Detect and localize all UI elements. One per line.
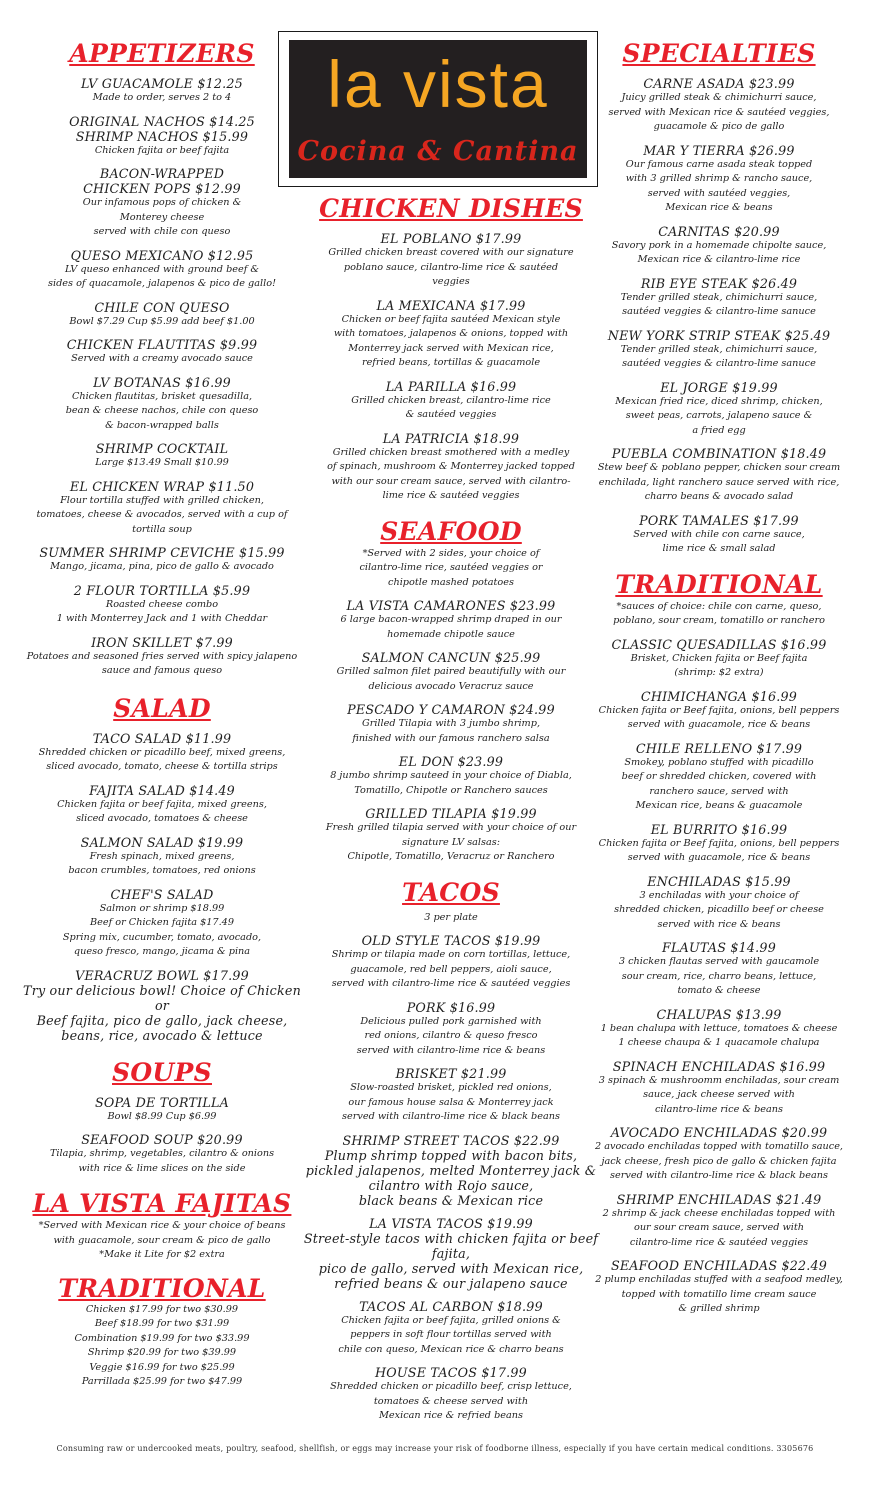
menu-item-description: Flour tortilla stuffed with grilled chicken, [60, 494, 264, 506]
menu-item-name: CHILE CON QUESO [94, 299, 230, 315]
menu-item-description: Fresh spinach, mixed greens, [89, 850, 235, 862]
menu-item-description: sautéed veggies & cilantro-lime sanuce [622, 306, 816, 317]
menu-item [22, 375, 302, 434]
menu-item [22, 248, 302, 292]
menu-item-name: LA VISTA CAMARONES $23.99 [346, 598, 556, 613]
menu-item-description: homemade chipotle sauce [387, 628, 515, 640]
menu-item-name: SALMON CANCUN $25.99 [361, 650, 541, 665]
menu-item-description: LV queso enhanced with ground beef & [64, 263, 260, 275]
menu-item-description: sides of quacamole, jalapenos & pico de gallo! [48, 278, 276, 289]
menu-item-description: Mango, jicama, pina, pico de gallo & avocado [50, 561, 274, 572]
menu-item-description: our sour cream sauce, served with [633, 1222, 804, 1233]
menu-item-name: AVOCADO ENCHILADAS $20.99 [610, 1125, 828, 1140]
menu-item-description: served with guacamole, rice & beans [627, 719, 811, 730]
menu-item-name: CHEF'S SALAD [110, 886, 214, 902]
menu-item [303, 1216, 599, 1291]
menu-item-description: Chicken fajita or Beef fajita, onions, bell peppers [598, 837, 840, 849]
menu-item [22, 887, 302, 960]
menu-item-name: MAR Y TIERRA $26.99 [643, 142, 795, 158]
menu-item-name: BRISKET $21.99 [395, 1066, 507, 1081]
menu-item-description: Made to order, serves 2 to 4 [92, 92, 232, 103]
fajitas-section [22, 1190, 302, 1263]
menu-item-description: Monterey cheese [119, 211, 205, 223]
menu-item-description: beef or shredded chicken, covered with [621, 771, 817, 782]
menu-item-description: Beef or Chicken fajita $17.49 [90, 917, 234, 928]
menu-item-description: chile con queso, Mexican rice & charro beans [338, 1343, 564, 1355]
menu-item-description: bean & cheese nachos, chile con queso [65, 405, 259, 416]
menu-item [22, 635, 302, 679]
menu-item [303, 1066, 599, 1125]
menu-item-description: Monterrey jack served with Mexican rice, [348, 342, 554, 354]
menu-item-description: of spinach, mushroom & Monterrey jacked topped [327, 461, 575, 472]
menu-item-name-line: Try our delicious bowl! Choice of Chicken or [23, 982, 301, 1013]
menu-item-name: LA VISTA TACOS $19.99 [369, 1215, 533, 1231]
menu-item [303, 702, 599, 746]
menu-item-description: Chicken flautitas, brisket quesadilla, [71, 390, 253, 402]
menu-item-name: CLASSIC QUESADILLAS $16.99 [611, 636, 827, 652]
menu-item-description: 6 large bacon-wrapped shrimp draped in our [340, 614, 562, 625]
traditional-price-line: Veggie $16.99 for two $25.99 [89, 1361, 235, 1373]
menu-item-name: SUMMER SHRIMP CEVICHE $15.99 [39, 545, 285, 560]
menu-item-name-line: Street-style tacos with chicken fajita or beef fajita, [303, 1230, 599, 1261]
menu-item-name-line: black beans & Mexican rice [358, 1192, 544, 1208]
menu-item-description: Shredded chicken or picadillo beef, crisp lettuce, [330, 1381, 572, 1392]
menu-item-description: Tomatillo, Chipotle or Ranchero sauces [354, 784, 548, 796]
menu-item-name: QUESO MEXICANO $12.95 [70, 247, 254, 263]
menu-item-description: Spring mix, cucumber, tomato, avocado, [62, 931, 262, 943]
menu-item-description: with 3 grilled shrimp & rancho sauce, [625, 173, 813, 184]
menu-item-name: SEAFOOD ENCHILADAS $22.49 [610, 1258, 828, 1273]
traditional-prices-section [22, 1275, 302, 1390]
menu-item-description: red onions, cilantro & queso fresco [364, 1030, 538, 1041]
menu-item-name-line: Plump shrimp topped with bacon bits, [324, 1147, 578, 1163]
menu-item [586, 1007, 852, 1051]
menu-item [586, 446, 852, 505]
menu-item [22, 337, 302, 367]
menu-item-name: CHIMICHANGA $16.99 [640, 688, 798, 704]
menu-item-description: Grilled Tilapia with 3 jumbo shrimp, [361, 718, 541, 729]
menu-item-description: sour cream, rice, charro beans, lettuce, [621, 970, 817, 982]
menu-item-description: & grilled shrimp [678, 1303, 760, 1314]
menu-item-name: FAJITA SALAD $14.49 [89, 782, 235, 798]
logo [278, 31, 598, 187]
menu-item-description: Tender grilled steak, chimichurri sauce, [620, 343, 818, 355]
middle-column [303, 195, 599, 1424]
menu-item [303, 806, 599, 865]
menu-item-description: bacon crumbles, tomatoes, red onions [68, 865, 256, 876]
menu-item [303, 754, 599, 798]
menu-item-description: lime rice & small salad [662, 543, 776, 554]
right-column [586, 0, 852, 1317]
menu-item [22, 300, 302, 330]
menu-item-name-line: SHRIMP NACHOS $15.99 [75, 128, 249, 144]
fajitas-title: LA VISTA FAJITAS [32, 1189, 292, 1218]
menu-item-name: SPINACH ENCHILADAS $16.99 [612, 1058, 826, 1074]
menu-item-description: topped with tomatillo lime cream sauce [621, 1288, 817, 1300]
salad-title: SALAD [113, 693, 211, 723]
menu-item-description: Mexican rice, beans & guacamole [635, 800, 803, 811]
menu-item-name: LA PATRICIA $18.99 [382, 430, 520, 446]
menu-item [586, 637, 852, 681]
menu-item-description: Tilapia, shrimp, vegetables, cilantro & onions [49, 1148, 275, 1159]
fajitas-note: *Served with Mexican rice & your choice of beans [38, 1220, 286, 1231]
menu-item [586, 1059, 852, 1118]
traditional-section [586, 571, 852, 1317]
tacos-section [303, 879, 599, 1424]
menu-item-description: Potatoes and seasoned fries served with spicy jalapeno [26, 650, 298, 662]
menu-item-description: delicious avocado Veracruz sauce [368, 680, 534, 692]
traditional-note: *sauces of choice: chile con carne, queso, [616, 600, 822, 612]
menu-item-description: enchilada, light ranchero sauce served with rice, [598, 476, 840, 488]
menu-item-name: VERACRUZ BOWL $17.99 [75, 967, 249, 983]
menu-item [303, 431, 599, 504]
menu-item [303, 1299, 599, 1358]
menu-item-description: with tomatoes, jalapenos & onions, topped with [333, 328, 569, 339]
menu-item [22, 968, 302, 1043]
menu-item-description: with our sour cream sauce, served with cilantro- [331, 475, 571, 487]
menu-item-description: sliced avocado, tomato, cheese & tortilla strips [46, 761, 278, 772]
menu-item-description: cilantro-lime rice & sautéed veggies [629, 1236, 809, 1248]
menu-item-description: Brisket, Chicken fajita or Beef fajita [630, 652, 808, 664]
menu-item-name: EL CHICKEN WRAP $11.50 [69, 478, 255, 494]
menu-item-description: shredded chicken, picadillo beef or cheese [614, 904, 824, 915]
menu-item-description: our famous house salsa & Monterrey jack [348, 1096, 554, 1108]
menu-item-description: signature LV salsas: [401, 836, 501, 848]
menu-item [22, 1095, 302, 1125]
menu-item-description: sauce, jack cheese served with [643, 1089, 795, 1100]
menu-item [22, 835, 302, 879]
menu-item-description: & sautéed veggies [405, 409, 497, 420]
seafood-section [303, 518, 599, 865]
seafood-note: *Served with 2 sides, your choice of [362, 547, 540, 559]
menu-item-name: FLAUTAS $14.99 [662, 940, 776, 955]
traditional-price-line: Chicken $17.99 for two $30.99 [85, 1303, 239, 1315]
menu-item-description: sliced avocado, tomatoes & cheese [76, 813, 248, 824]
menu-item-description: Grilled chicken breast covered with our signature [328, 247, 574, 258]
menu-item-description: tomatoes & cheese served with [373, 1395, 529, 1407]
menu-item [586, 1258, 852, 1317]
menu-item-description: poblano sauce, cilantro-lime rice & sautéed [343, 261, 559, 273]
menu-item-description: Delicious pulled pork garnished with [360, 1015, 542, 1027]
menu-item [22, 783, 302, 827]
menu-item-name: ENCHILADAS $15.99 [647, 873, 791, 889]
traditional-price-line: Beef $18.99 for two $31.99 [94, 1318, 230, 1329]
menu-item-name: PORK $16.99 [406, 999, 496, 1015]
menu-item-name: RIB EYE STEAK $26.49 [640, 275, 798, 291]
left-column [22, 0, 302, 1390]
menu-item-description: Chicken or beef fajita sautéed Mexican style [341, 313, 561, 325]
menu-item-description: Bowl $7.29 Cup $5.99 add beef $1.00 [69, 315, 255, 327]
fajitas-note-2: with guacamole, sour cream & pico de gallo [53, 1234, 271, 1246]
menu-item [303, 231, 599, 290]
menu-item-name: GRILLED TILAPIA $19.99 [365, 806, 537, 821]
menu-item-description: refried beans, tortillas & guacamole [361, 357, 541, 368]
menu-item-description: finished with our famous ranchero salsa [352, 732, 550, 744]
menu-item-description: Our infamous pops of chicken & [82, 197, 242, 208]
menu-item-description: queso fresco, mango, jicama & pina [73, 946, 251, 957]
menu-item-name: SEAFOOD SOUP $20.99 [81, 1132, 243, 1147]
menu-item-name: HOUSE TACOS $17.99 [375, 1365, 527, 1380]
menu-item-description: cilantro-lime rice & beans [654, 1103, 784, 1115]
menu-item-description: served with chile con queso [93, 226, 231, 237]
traditional-note-2: poblano, sour cream, tomatillo or ranchero [613, 615, 825, 626]
logo-subtitle: Cocina & Cantina [297, 136, 579, 167]
menu-item [303, 598, 599, 642]
menu-item-name: PESCADO Y CAMARON $24.99 [347, 702, 555, 717]
menu-item-description: served with sautéed veggies, [647, 187, 791, 199]
menu-item-description: sautéed veggies & cilantro-lime sanuce [622, 358, 816, 369]
menu-item-description: 2 shrimp & jack cheese enchiladas topped with [602, 1207, 836, 1219]
menu-item-description: Juicy grilled steak & chimichurri sauce, [621, 92, 817, 103]
specialties-title: SPECIALTIES [622, 39, 816, 68]
menu-item-description: with rice & lime slices on the side [78, 1162, 246, 1174]
menu-item-description: tomato & cheese [677, 985, 761, 996]
menu-item-description: 8 jumbo shrimp sauteed in your choice of Diabla, [330, 770, 572, 781]
menu-item-description: sweet peas, carrots, jalapeno sauce & [625, 410, 813, 421]
menu-item-description: served with cilantro-lime rice & black beans [342, 1111, 560, 1122]
menu-item-name: PORK TAMALES $17.99 [639, 512, 799, 528]
menu-item-name-line: Beef fajita, pico de gallo, jack cheese, [36, 1012, 288, 1028]
menu-item-name-line: CHICKEN POPS $12.99 [83, 181, 241, 196]
menu-item-description: ranchero sauce, served with [649, 785, 789, 797]
logo-title: la vista [327, 47, 549, 121]
menu-item-name-line: refried beans & our jalapeno sauce [334, 1275, 568, 1291]
logo-panel [289, 40, 587, 178]
menu-item [22, 731, 302, 775]
menu-item-description: Smokey, poblano stuffed with picadillo [624, 756, 814, 768]
menu-item-description: 1 cheese chaupa & 1 quacamole chalupa [618, 1037, 820, 1048]
menu-item-description: Bowl $8.99 Cup $6.99 [107, 1110, 217, 1122]
menu-item-description: peppers in soft flour tortillas served with [350, 1329, 552, 1340]
menu-item-name: LA MEXICANA $17.99 [376, 297, 526, 313]
menu-item-name: SHRIMP STREET TACOS $22.99 [342, 1132, 560, 1148]
menu-item-description: Stew beef & poblano pepper, chicken sour cream [597, 462, 841, 473]
menu-item-description: lime rice & sautéed veggies [382, 490, 520, 501]
menu-item-description: Served with a creamy avocado sauce [71, 353, 253, 364]
menu-item-description: jack cheese, fresh pico de gallo & chicken fajita [601, 1155, 837, 1167]
menu-item-description: served with cilantro-lime rice & sautéed veggies [331, 978, 571, 989]
menu-item-name: SHRIMP ENCHILADAS $21.49 [616, 1191, 822, 1207]
menu-item [586, 224, 852, 268]
menu-item [586, 940, 852, 999]
salad-section [22, 695, 302, 1043]
menu-item-description: Roasted cheese combo [105, 598, 219, 610]
menu-item-name: CARNE ASADA $23.99 [643, 76, 795, 91]
menu-item-description: Grilled chicken breast, cilantro-lime rice [351, 394, 551, 406]
menu-item-description: Shrimp or tilapia made on corn tortillas, lettuce, [331, 949, 571, 960]
menu-item-name: SHRIMP COCKTAIL [95, 441, 229, 456]
menu-item-description: veggies [432, 276, 470, 287]
menu-item [586, 76, 852, 135]
menu-item-description: Tender grilled steak, chimichurri sauce, [620, 291, 818, 303]
menu-item-name: LV GUACAMOLE $12.25 [81, 76, 243, 91]
menu-item [586, 689, 852, 733]
menu-item-description: Slow-roasted brisket, pickled red onions, [350, 1082, 552, 1093]
menu-item-name-line: pickled jalapenos, melted Monterrey jack & [305, 1162, 597, 1178]
menu-item [586, 328, 852, 372]
tacos-note: 3 per plate [424, 911, 478, 923]
menu-item-description: Mexican fried rice, diced shrimp, chicken, [615, 395, 823, 407]
menu-item [303, 1133, 599, 1208]
menu-item-name: OLD STYLE TACOS $19.99 [361, 933, 541, 948]
menu-item-name: EL BURRITO $16.99 [650, 821, 788, 837]
appetizers-section [22, 40, 302, 679]
menu-item-description: Our famous carne asada steak topped [625, 158, 813, 170]
menu-item-description: Chicken fajita or beef fajita [94, 144, 230, 156]
foodborne-illness-disclaimer: Consuming raw or undercooked meats, poultry, seafood, shellfish, or eggs may increase your risk of foodborne illness, especially if you have certain medical conditions. 3305676 [56, 1444, 814, 1453]
menu-item [22, 545, 302, 575]
menu-item-name: LA PARILLA $16.99 [385, 378, 517, 394]
menu-item [22, 583, 302, 627]
menu-item-description: & bacon-wrapped balls [105, 419, 219, 431]
menu-item-description: Chicken fajita or Beef fajita, onions, bell peppers [598, 704, 840, 716]
seafood-note-3: chipotle mashed potatoes [388, 576, 514, 588]
menu-item-description: Chicken fajita or beef fajita, grilled onions & [341, 1314, 561, 1326]
menu-item [586, 276, 852, 320]
menu-item-description: Chicken fajita or beef fajita, mixed greens, [57, 798, 267, 810]
seafood-note-2: cilantro-lime rice, sautéed veggies or [359, 562, 543, 573]
menu-item-description: 2 plump enchiladas stuffed with a seafood medley, [595, 1274, 843, 1285]
specialties-section [586, 40, 852, 557]
menu-item-name: CHICKEN FLAUTITAS $9.99 [66, 337, 258, 352]
menu-item-description: served with guacamole, rice & beans [627, 852, 811, 863]
menu-item-description: Fresh grilled tilapia served with your choice of our [325, 822, 577, 833]
menu-item [586, 380, 852, 439]
menu-item [586, 741, 852, 814]
menu-item [303, 1000, 599, 1059]
menu-item-name: LV BOTANAS $16.99 [93, 374, 231, 390]
menu-item-description: 3 spinach & mushroomm enchiladas, sour cream [598, 1074, 840, 1086]
menu-item-name: ORIGINAL NACHOS $14.25 [69, 113, 255, 129]
menu-item-description: Mexican rice & beans [665, 202, 773, 213]
menu-item-description: Served with chile con carne sauce, [633, 528, 805, 540]
menu-item [303, 1365, 599, 1424]
menu-item-name: PUEBLA COMBINATION $18.49 [611, 446, 827, 461]
menu-item [303, 379, 599, 423]
menu-item-description: 1 with Monterrey Jack and 1 with Cheddar [56, 613, 268, 624]
menu-item-name-line: beans, rice, avocado & lettuce [61, 1027, 263, 1043]
seafood-title: SEAFOOD [380, 516, 522, 546]
menu-item [22, 166, 302, 240]
menu-item-description: Shredded chicken or picadillo beef, mixed greens, [38, 746, 286, 758]
traditional-right-title: TRADITIONAL [615, 569, 823, 599]
menu-item-description: charro beans & avocado salad [644, 491, 794, 502]
traditional-price-line: Shrimp $20.99 for two $39.99 [87, 1347, 237, 1358]
menu-item-name: SALMON SALAD $19.99 [80, 834, 244, 850]
menu-item-name: TACOS AL CARBON $18.99 [359, 1298, 543, 1314]
menu-item-description: 1 bean chalupa with lettuce, tomatoes & cheese [600, 1022, 838, 1034]
menu-item-name: BACON-WRAPPED [99, 166, 225, 181]
menu-item-name-line: cilantro with Rojo sauce, [368, 1177, 534, 1193]
chicken-title: CHICKEN DISHES [319, 194, 583, 223]
menu-item-description: served with cilantro-lime rice & black beans [610, 1170, 828, 1181]
menu-item [586, 143, 852, 216]
menu-item-name-line: pico de gallo, served with Mexican rice, [318, 1260, 584, 1276]
chicken-section [303, 195, 599, 504]
menu-item [586, 513, 852, 557]
menu-item-description: tortilla soup [132, 523, 192, 535]
menu-item-description: Salmon or shrimp $18.99 [99, 902, 225, 914]
menu-item-description: Savory pork in a homemade chipolte sauce, [611, 239, 827, 251]
menu-item-description: 2 avocado enchiladas topped with tomatillo sauce, [594, 1141, 844, 1152]
traditional-price-line: Combination $19.99 for two $33.99 [74, 1332, 250, 1344]
menu-item [303, 933, 599, 992]
menu-item-name: EL POBLANO $17.99 [380, 231, 522, 246]
menu-item-description: (shrimp: $2 extra) [674, 667, 764, 678]
tacos-title: TACOS [402, 877, 500, 907]
menu-item-name: EL DON $23.99 [398, 754, 504, 769]
menu-item-name: SOPA DE TORTILLA [94, 1094, 229, 1110]
menu-item-description: tomatoes, cheese & avocados, served with a cup of [36, 509, 288, 520]
menu-item-description: guacamole & pico de gallo [653, 121, 785, 132]
appetizers-title: APPETIZERS [69, 39, 255, 68]
traditional-price-line: Parrillada $25.99 for two $47.99 [81, 1376, 243, 1387]
menu-item-description: sauce and famous queso [101, 665, 223, 676]
menu-item-name: EL JORGE $19.99 [660, 379, 778, 395]
menu-item-name: NEW YORK STRIP STEAK $25.49 [607, 327, 831, 343]
menu-item-description: Large $13.49 Small $10.99 [95, 457, 229, 468]
menu-item-name: CHILE RELLENO $17.99 [635, 740, 803, 756]
menu-item [586, 1125, 852, 1184]
menu-item [586, 874, 852, 933]
menu-item-description: a fried egg [692, 424, 746, 436]
traditional-left-title: TRADITIONAL [58, 1273, 266, 1303]
menu-item [22, 441, 302, 471]
soups-section [22, 1059, 302, 1177]
menu-item-name: CARNITAS $20.99 [658, 223, 780, 239]
menu-item-description: served with Mexican rice & sautéed veggies, [608, 106, 830, 118]
soups-title: SOUPS [112, 1057, 212, 1087]
menu-item-description: Mexican rice & cilantro-lime rice [637, 254, 801, 265]
menu-item-name: CHALUPAS $13.99 [656, 1006, 782, 1022]
menu-item-description: Mexican rice & refried beans [378, 1410, 524, 1421]
menu-item [586, 822, 852, 866]
menu-item [303, 650, 599, 694]
menu-item-description: guacamole, red bell peppers, aioli sauce, [350, 963, 552, 975]
menu-item-description: Grilled salmon filet paired beautifully with our [336, 666, 566, 677]
menu-item-description: 3 enchiladas with your choice of [639, 889, 799, 901]
menu-item [22, 76, 302, 106]
menu-item-description: 3 chicken flautas served with gaucamole [618, 956, 820, 967]
menu-item-description: Chipotle, Tomatillo, Veracruz or Ranchero [347, 851, 555, 862]
fajitas-note-3: *Make it Lite for $2 extra [99, 1249, 225, 1260]
menu-item [22, 114, 302, 159]
menu-item-name: IRON SKILLET $7.99 [91, 634, 233, 650]
menu-item-description: served with rice & beans [657, 918, 781, 930]
menu-item-name: TACO SALAD $11.99 [92, 730, 232, 746]
menu-item-description: served with cilantro-lime rice & beans [356, 1044, 546, 1056]
menu-item [22, 479, 302, 538]
menu-item [303, 298, 599, 371]
menu-item [22, 1132, 302, 1176]
menu-item-name: 2 FLOUR TORTILLA $5.99 [73, 582, 251, 598]
menu-item-description: Grilled chicken breast smothered with a medley [332, 446, 570, 458]
menu-item [586, 1192, 852, 1251]
